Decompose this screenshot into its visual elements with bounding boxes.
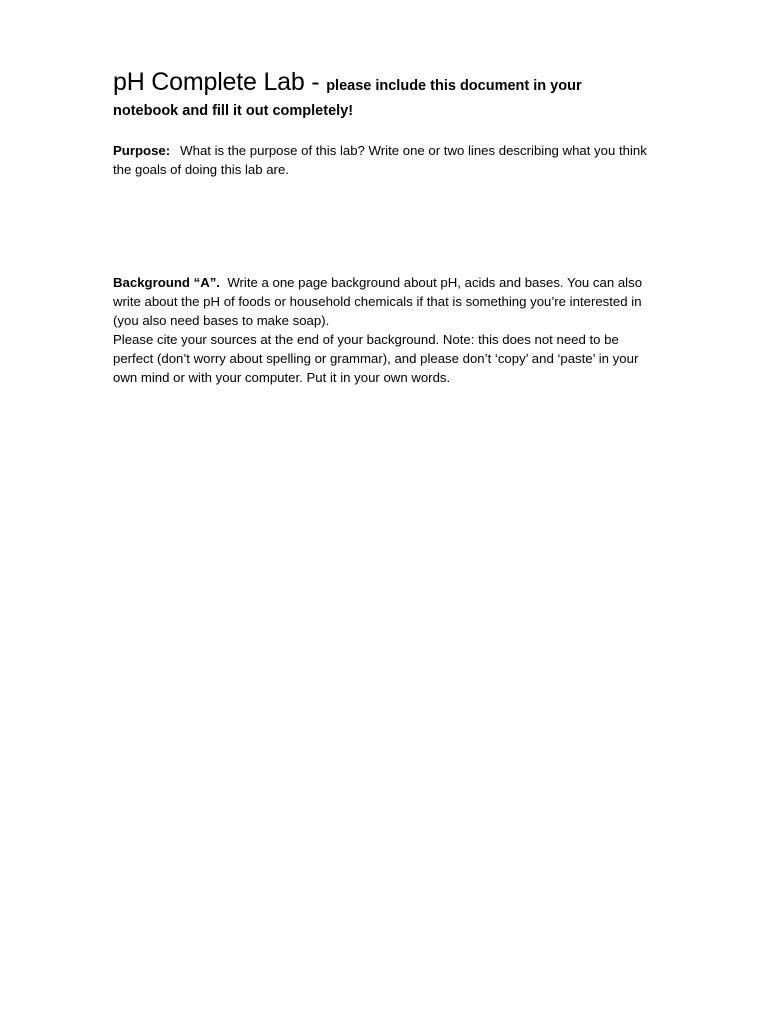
purpose-section xyxy=(113,141,658,179)
background-section xyxy=(113,273,658,387)
document-body xyxy=(113,66,658,387)
background-paragraph xyxy=(113,273,658,330)
title-note-line2: notebook and fill it out completely! xyxy=(113,103,354,119)
background-label: Background “A”. xyxy=(113,275,220,290)
background-note: Please cite your sources at the end of your background. Note: this does not need to be perfect (don’t worry about spelling or grammar), and please don’t ‘copy’ and ‘paste’ in your own mind or with your computer. Put it in your own words. xyxy=(113,332,639,385)
purpose-label: Purpose: xyxy=(113,143,171,158)
purpose-text: What is the purpose of this lab? Write one or two lines describing what you think the goals of doing this lab are. xyxy=(113,143,647,177)
background-text: Write a one page background about pH, acids and bases. You can also write about the pH of foods or household chemicals if that is something you’re interested in (you also need bases to make soap). xyxy=(113,275,643,328)
page-title xyxy=(113,66,658,123)
title-main: pH Complete Lab - xyxy=(113,68,327,96)
title-note-line1: please include this document in your xyxy=(326,78,582,94)
